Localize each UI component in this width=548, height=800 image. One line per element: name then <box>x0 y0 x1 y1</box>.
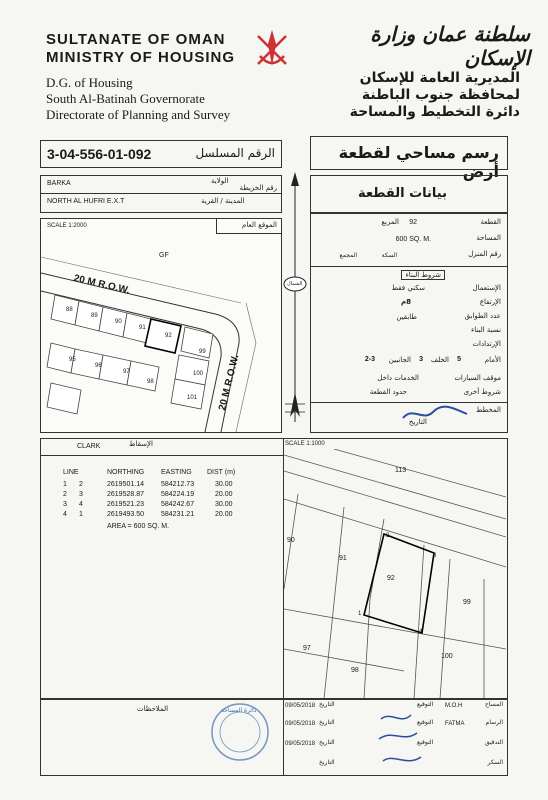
complex-label: المجمع <box>339 252 357 259</box>
detail-lot-98: 98 <box>351 667 359 674</box>
parking-label: موقف السيارات <box>454 374 501 382</box>
front-value: 5 <box>457 356 461 363</box>
other-label: شروط أخرى <box>463 388 501 396</box>
detail-scale: SCALE 1:1000 <box>285 441 325 447</box>
north-arrow-icon <box>282 172 308 432</box>
loc-lot-88: 88 <box>66 307 73 313</box>
surveyor-label: المساح <box>484 701 503 708</box>
lower-frame <box>40 438 508 700</box>
coords-row-3-b: 4 <box>79 501 83 508</box>
title-box <box>310 136 508 181</box>
detail-lot-92: 92 <box>387 575 395 582</box>
ratio-label: نسبة البناء <box>470 326 501 334</box>
location-box <box>40 175 282 213</box>
height-value: 8م <box>400 298 411 306</box>
coords-row-2-d: 20.00 <box>215 491 233 498</box>
coords-row-1-e: 584212.73 <box>161 481 195 488</box>
coords-row-4-n: 2619493.50 <box>107 511 144 518</box>
other-value: حدود القطعة <box>369 388 407 396</box>
plot-number: 92 <box>409 219 417 226</box>
detail-lot-91: 91 <box>339 555 347 562</box>
serial-label: الرقم المسلسل <box>195 146 275 160</box>
drafter-label: الرسام <box>485 719 503 726</box>
loc-lot-101: 101 <box>187 395 198 401</box>
plot-details <box>310 213 508 433</box>
setbacks-label: الإرتدادات <box>472 340 501 348</box>
coords-row-2-b: 3 <box>79 491 83 498</box>
block-label: المربع <box>381 218 399 226</box>
coords-row-4-e: 584231.21 <box>161 511 195 518</box>
house-no-label: رقم المنزل <box>468 250 501 258</box>
drafter-sig-label: التوقيع <box>417 719 434 726</box>
coords-row-1-a: 1 <box>63 481 67 488</box>
loc-lot-92: 92 <box>165 333 172 339</box>
detail-lot-97: 97 <box>303 645 311 652</box>
document-title: رسم مساحي لقطعة أرض <box>338 143 499 181</box>
ar-dg: المديرية العامة للإسكان <box>359 70 520 86</box>
coords-row-1-d: 30.00 <box>215 481 233 488</box>
directorate: Directorate of Planning and Survey <box>46 107 231 122</box>
coords-row-2-a: 2 <box>63 491 67 498</box>
wilayat-value: BARKA <box>47 180 71 187</box>
coords-row-2-n: 2619528.87 <box>107 491 144 498</box>
loc-lot-98: 98 <box>147 379 154 385</box>
coords-header-dist: DIST (m) <box>207 469 236 476</box>
use-value: سكني فقط <box>391 284 425 292</box>
sultanate-title: SULTANATE OF OMAN <box>46 31 226 48</box>
loc-lot-99: 99 <box>199 349 206 355</box>
road-right-label: 20 M R.O.W. <box>217 353 242 412</box>
coords-row-3-n: 2619521.23 <box>107 501 144 508</box>
bottom-frame <box>40 698 508 776</box>
back-label: الخلف <box>430 356 449 364</box>
floors-label: عدد الطوابق <box>464 312 501 320</box>
sides-label: الجانبين <box>388 356 411 364</box>
front-label: الأمام <box>484 356 501 364</box>
stamp-label: دائرة المساحة <box>221 707 257 714</box>
coords-row-2-e: 584224.19 <box>161 491 195 498</box>
checker-label: التدقيق <box>484 739 503 746</box>
coords-row-1-n: 2619501.14 <box>107 481 144 488</box>
ministry-title: MINISTRY OF HOUSING <box>46 49 236 66</box>
surveyor-date: 09/05/2018 <box>285 703 316 709</box>
detail-lot-100: 100 <box>441 653 453 660</box>
detail-map-drawing <box>284 449 506 699</box>
coords-row-3-d: 30.00 <box>215 501 233 508</box>
use-label: الإستعمال <box>472 284 501 292</box>
oman-emblem-icon <box>252 26 292 72</box>
area-value: 600 SQ. M. <box>395 236 431 243</box>
location-scale: SCALE 1:2000 <box>47 223 87 229</box>
planner-date-label: التاريخ <box>408 418 427 426</box>
ar-dir: دائرة التخطيط والمساحة <box>349 104 520 120</box>
loc-lot-96: 96 <box>95 363 102 369</box>
floors-value: طابقين <box>396 313 417 321</box>
dg-housing: D.G. of Housing <box>46 75 133 90</box>
coords-row-4-b: 1 <box>79 511 83 518</box>
height-label: الإرتفاع <box>479 298 501 306</box>
map-no-label: رقم الخريطة <box>239 184 277 192</box>
coords-row-4-d: 20.00 <box>215 511 233 518</box>
secretary-date-label: التاريخ <box>319 759 335 766</box>
surveyor-sig-label: التوقيع <box>417 701 434 708</box>
wilayat-label: الولاية <box>211 177 229 185</box>
street-label: السكة <box>381 252 397 259</box>
building-terms-title: شروط البناء <box>401 270 445 280</box>
plot-label: القطعة <box>480 218 501 226</box>
coords-header-northing: NORTHING <box>107 469 145 476</box>
location-map-title: الموقع العام <box>242 221 277 229</box>
loc-lot-91: 91 <box>139 325 146 331</box>
loc-lot-95: 95 <box>69 357 76 363</box>
drafter-date-label: التاريخ <box>319 719 335 726</box>
back-value: 3 <box>419 356 423 363</box>
sides-value: 2-3 <box>364 356 375 363</box>
clark-label: CLARK <box>77 443 101 450</box>
checker-date-label: التاريخ <box>319 739 335 746</box>
village-label: المدينة / القرية <box>201 197 245 205</box>
village-value: NORTH AL HUFRI E.X.T <box>47 198 125 205</box>
loc-lot-89: 89 <box>91 313 98 319</box>
drafter-name: FATMA <box>445 721 465 727</box>
detail-lot-90: 90 <box>287 537 295 544</box>
coords-area: AREA = 600 SQ. M. <box>107 523 170 530</box>
detail-pt-2: 2 <box>386 533 390 539</box>
ar-gov: لمحافظة جنوب الباطنة <box>361 87 520 103</box>
detail-lot-113: 113 <box>395 467 407 474</box>
checker-date: 09/05/2018 <box>285 741 316 747</box>
loc-lot-100: 100 <box>193 371 204 377</box>
location-map-drawing <box>41 233 281 432</box>
plot-data-title: بيانات القطعة <box>357 186 447 201</box>
parking-value: الخدمات داخل <box>377 374 419 382</box>
area-label: المساحة <box>476 234 501 242</box>
surveyor-date-label: التاريخ <box>319 701 335 708</box>
notes-label: الملاحظات <box>137 705 169 713</box>
surveyor-name: M.O.H <box>445 703 463 709</box>
road-top-label: 20 M R.O.W. <box>72 273 131 297</box>
checker-sig-label: التوقيع <box>417 739 434 746</box>
plot-data-title-box <box>310 175 508 213</box>
drafter-date: 09/05/2018 <box>285 721 316 727</box>
location-map <box>40 218 282 433</box>
coords-row-4-a: 4 <box>63 511 67 518</box>
serial-box <box>40 140 282 168</box>
loc-lot-97: 97 <box>123 369 130 375</box>
detail-pt-1: 1 <box>358 611 362 617</box>
coords-row-3-e: 584242.67 <box>161 501 195 508</box>
loc-lot-90: 90 <box>115 319 122 325</box>
coords-row-1-b: 2 <box>79 481 83 488</box>
coords-row-3-a: 3 <box>63 501 67 508</box>
detail-pt-3: 3 <box>433 553 437 559</box>
gf-label: GF <box>159 252 169 259</box>
serial-number: 3-04-556-01-092 <box>47 146 152 162</box>
governorate: South Al-Batinah Governorate <box>46 91 205 106</box>
signatures-icon <box>377 709 457 773</box>
secretary-label: السكر <box>487 759 503 766</box>
planner-signature-icon <box>401 404 471 424</box>
coords-header-easting: EASTING <box>161 469 192 476</box>
planner-label: المخطط <box>475 406 501 414</box>
ar-ministry-logo: سلطنة عمان وزارة الإسكان <box>370 22 530 70</box>
projection-label: الإسقاط <box>129 440 153 448</box>
detail-pt-4: 4 <box>419 629 423 635</box>
north-label: الشمال <box>287 281 303 287</box>
detail-lot-99: 99 <box>463 599 471 606</box>
coords-header-line: LINE <box>63 469 79 476</box>
